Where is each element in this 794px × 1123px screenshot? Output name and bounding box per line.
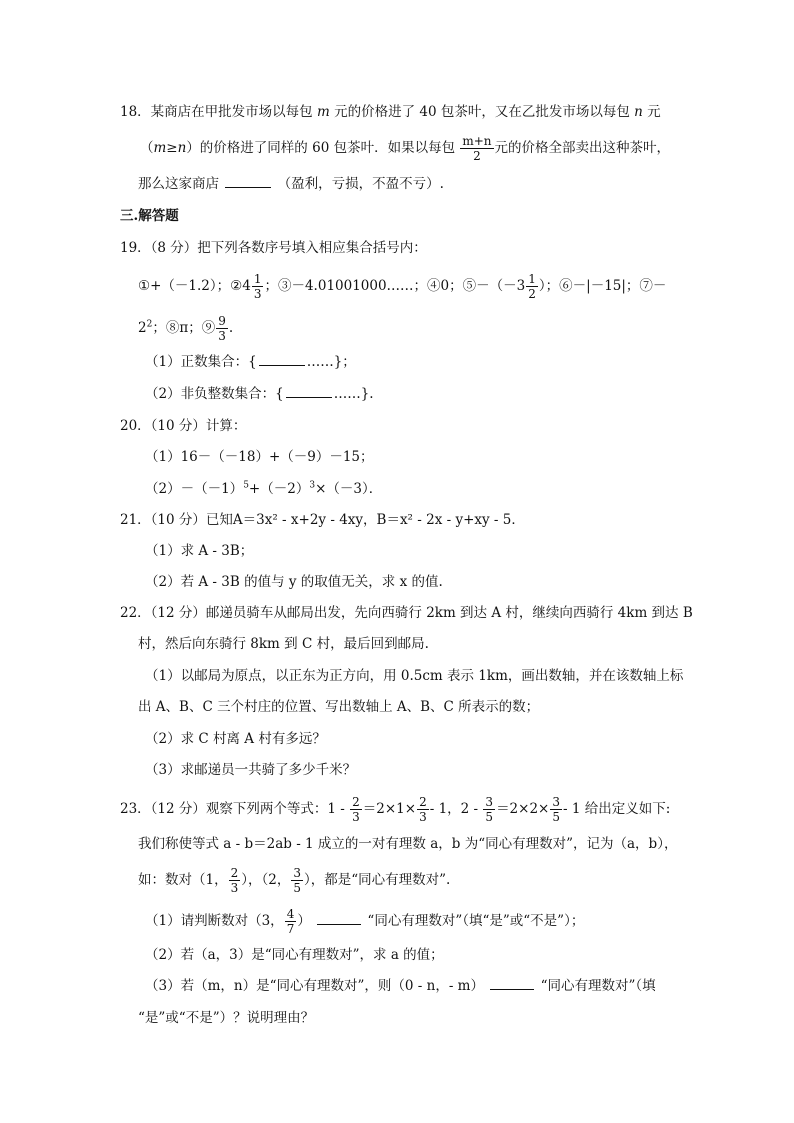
q18-text: （	[140, 140, 154, 156]
q18-line-3	[138, 174, 444, 194]
q23-fraction: $\frac{3}{5}$	[293, 866, 301, 895]
q23-sub-3-cont: “是”或“不是”）？说明理由？	[138, 1010, 315, 1026]
section-heading: 三.解答题	[120, 208, 179, 224]
q19-head: 19．（8 分）把下列各数序号填入相应集合括号内：	[120, 240, 427, 256]
q22-line-2: 村，然后向东骑行 8km 到 C 村，最后回到邮局.	[138, 636, 429, 652]
answer-blank[interactable]	[317, 912, 361, 925]
q19-fraction: $\frac{1}{2}$	[528, 272, 536, 301]
q23-fraction: $\frac{2}{3}$	[419, 795, 427, 824]
q18-line-1	[120, 102, 661, 122]
q23-fraction: $\frac{3}{5}$	[485, 795, 494, 824]
exponent: 3	[309, 480, 316, 491]
q19-fraction: $\frac{1}{3}$	[253, 272, 262, 301]
q23-fraction: $\frac{4}{7}$	[286, 907, 295, 936]
q19-line-1	[138, 272, 666, 301]
answer-blank[interactable]	[259, 353, 305, 366]
q23-sub-1: （1）请判断数对（3， $\frac{4}{7}$ ） “同心有理数对”（填“是”或“不是”）；	[145, 907, 585, 936]
q23-sub-2: （2）若（a，3）是“同心有理数对”，求 a 的值；	[145, 947, 444, 963]
q18-text: 元的价格进了 40 包茶叶，又在乙批发市场以每包	[334, 104, 630, 120]
q23-fraction: $\frac{2}{3}$	[230, 866, 239, 895]
q18-text: ）的价格进了同样的 60 包茶叶．如果以每包	[186, 140, 456, 156]
q23-line-1: 23．（12 分）观察下列两个等式：1 - $\frac{2}{3}$ ＝2×1× $\frac{2}{3}$ - 1，2 - $\frac{3}{5}$ ＝2×2× $\frac{3}{5}$ - 1 给出定义如下:	[120, 795, 671, 824]
q23-fraction: $\frac{2}{3}$	[352, 795, 360, 824]
q23-line-2: 我们称使等式 a - b＝2ab - 1 成立的一对有理数 a，b 为“同心有理数对”，记为（a，b），	[138, 836, 678, 852]
q19-text: ①+（－1.2）；②4	[138, 278, 251, 294]
q22-line-1: 22．（12 分）邮递员骑车从邮局出发，先向西骑行 2km 到达 A 村，继续向西骑行 4km 到达 B	[120, 605, 693, 621]
q18-var-n: n	[634, 104, 643, 120]
q19-text: ）；⑥－|－15|；⑦－	[538, 278, 667, 294]
answer-blank[interactable]	[225, 175, 271, 188]
q19-line-2	[138, 314, 233, 343]
q23-fraction: $\frac{3}{5}$	[552, 795, 561, 824]
q18-text: 那么这家商店	[138, 176, 219, 192]
q22-sub-1b: 出 A、B、C 三个村庄的位置、写出数轴上 A、B、C 所表示的数；	[138, 699, 540, 715]
q18-var-m: m	[316, 104, 330, 120]
q20-sub-2: $(2)-(-1)^5+(-2)^3\times(-3)$．	[145, 480, 383, 497]
q22-sub-3: （3）求邮递员一共骑了多少千米？	[145, 762, 357, 778]
q23-sub-3: （3）若（m，n）是“同心有理数对”，则（0 - n，- m） “同心有理数对”（填	[145, 978, 656, 994]
q18-fraction: $\frac{m+n}{2}$	[462, 134, 492, 163]
q18-text: （盈利，亏损，不盈不亏）.	[277, 176, 444, 192]
q19-text: .	[228, 320, 234, 336]
answer-blank[interactable]	[286, 385, 332, 398]
q19-text: ；⑧π；⑨	[152, 320, 216, 336]
q18-text: 18．某商店在甲批发市场以每包	[120, 104, 313, 120]
q21-sub-2: （2）若 A - 3B 的值与 y 的取值无关，求 x 的值.	[145, 574, 443, 590]
q19-text: 2	[138, 320, 147, 336]
q20-sub-1: （1）16－（－18）+（－9）－15；	[145, 449, 374, 465]
exponent: 5	[243, 480, 249, 491]
q20-head: 20．（10 分）计算：	[120, 418, 247, 434]
q23-line-3: 如：数对（1， $\frac{2}{3}$ ），（2， $\frac{3}{5}$ ），都是“同心有理数对”.	[138, 866, 451, 895]
q19-sub-2: （2）非负整数集合：{ ……}.	[145, 386, 374, 402]
answer-blank[interactable]	[490, 977, 534, 990]
q21-sub-1: （1）求 A - 3B；	[145, 543, 254, 559]
exponent: 2	[146, 319, 153, 330]
q19-text: ；③－4.01001000……；④0；⑤－（－3	[264, 278, 526, 294]
q19-sub-1: （1）正数集合：{ ……}；	[145, 354, 356, 370]
q22-sub-1a: （1）以邮局为原点，以正东为正方向，用 0.5cm 表示 1km，画出数轴，并在该数轴上标	[145, 668, 684, 684]
q18-text: 元	[647, 104, 661, 120]
q19-fraction: $\frac{9}{3}$	[218, 314, 226, 343]
q18-text: 元的价格全部卖出这种茶叶，	[494, 140, 671, 156]
q18-line-2	[140, 134, 670, 163]
q18-condition: m≥n	[153, 140, 187, 156]
q21-head: 21．（10 分）已知A＝3x² - x+2y - 4xy，B＝x² - 2x - y+xy - 5．	[120, 512, 525, 528]
q22-sub-2: （2）求 C 村离 A 村有多远？	[145, 731, 326, 747]
